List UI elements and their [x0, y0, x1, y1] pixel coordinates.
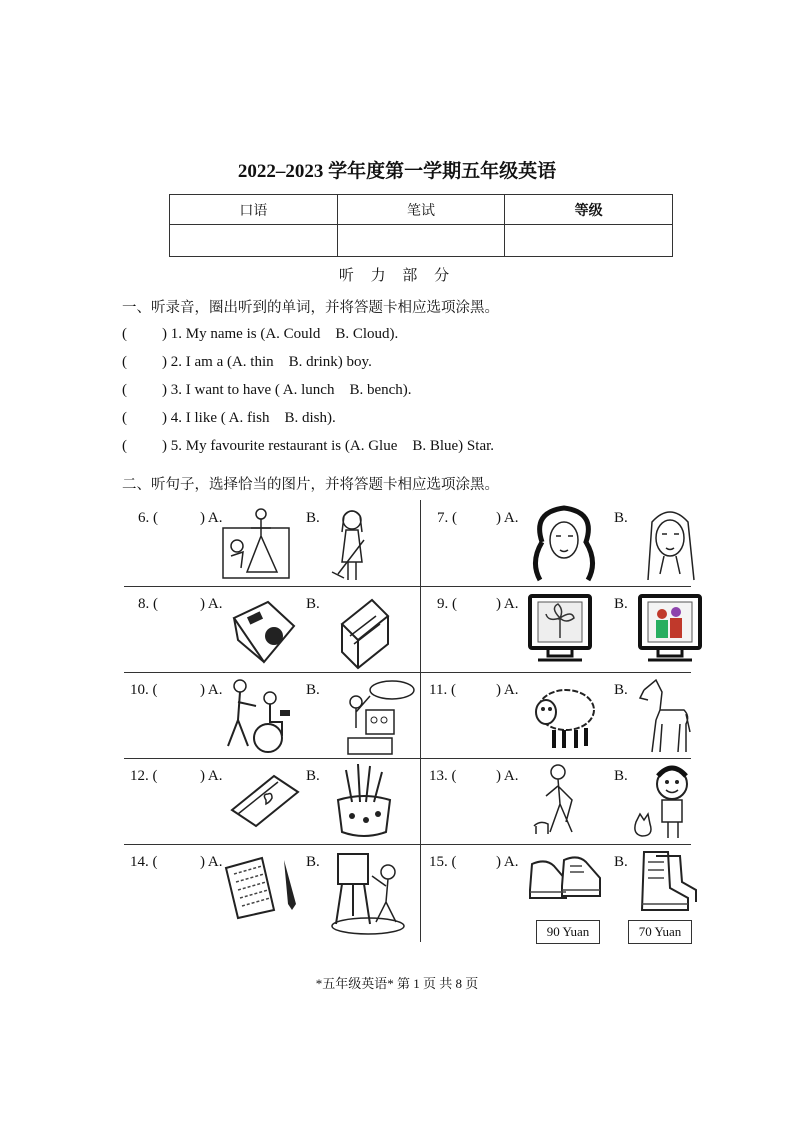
grade-header-oral: 口语 — [170, 195, 338, 225]
wheelchair-helper-picture — [222, 676, 294, 758]
girl-walking-dog-picture — [528, 762, 594, 840]
white-shoes-picture — [526, 850, 604, 908]
horse-picture — [636, 676, 692, 756]
tv-flower-picture — [528, 594, 592, 668]
answer-paren[interactable]: ( — [122, 326, 127, 342]
grade-table — [169, 194, 673, 257]
heart-pencil-case-picture — [228, 770, 302, 832]
grid-divider — [124, 672, 691, 673]
item-14-number: 14. ( — [130, 854, 158, 870]
price-tag-b: 70 Yuan — [628, 920, 692, 944]
grid-center-divider — [420, 500, 421, 942]
item-6-option-a[interactable]: ) A. — [200, 510, 223, 526]
item-10-option-a[interactable]: ) A. — [200, 682, 223, 698]
item-12-option-b[interactable]: B. — [306, 768, 320, 784]
question-text: ) 5. My favourite restaurant is (A. Glue B. Blue) Star. — [162, 438, 495, 454]
boy-with-cat-picture — [630, 762, 700, 842]
item-7-number: 7. ( — [437, 510, 457, 526]
item-15-option-a[interactable]: ) A. — [496, 854, 519, 870]
grid-divider — [124, 586, 691, 587]
item-13-option-a[interactable]: ) A. — [496, 768, 519, 784]
page-footer: *五年级英语* 第 1 页 共 8 页 — [315, 976, 479, 991]
page-title: 2022–2023 学年度第一学期五年级英语 — [237, 161, 557, 182]
grade-value-written[interactable] — [337, 225, 505, 257]
item-15-number: 15. ( — [429, 854, 457, 870]
grid-divider — [124, 844, 691, 845]
item-9-option-b[interactable]: B. — [614, 596, 628, 612]
pencil-sharpener-picture — [228, 596, 298, 668]
item-8-option-b[interactable]: B. — [306, 596, 320, 612]
straight-hair-woman-picture — [638, 502, 704, 584]
item-13-option-b[interactable]: B. — [614, 768, 628, 784]
classroom-teacher-picture — [336, 676, 418, 758]
item-14-option-b[interactable]: B. — [306, 854, 320, 870]
price-tag-a: 90 Yuan — [536, 920, 600, 944]
item-10-number: 10. ( — [130, 682, 158, 698]
grade-header-written: 笔试 — [337, 195, 505, 225]
item-7-option-a[interactable]: ) A. — [496, 510, 519, 526]
item-9-number: 9. ( — [437, 596, 457, 612]
question-text: ) 1. My name is (A. Could B. Cloud). — [162, 326, 399, 342]
item-12-option-a[interactable]: ) A. — [200, 768, 223, 784]
pencil-pot-picture — [332, 762, 396, 838]
writing-paper-pen-picture — [222, 854, 306, 920]
answer-paren[interactable]: ( — [122, 354, 127, 370]
grade-value-level[interactable] — [505, 225, 673, 257]
picture-question-grid — [124, 500, 691, 942]
answer-paren[interactable]: ( — [122, 438, 127, 454]
grade-value-oral[interactable] — [170, 225, 338, 257]
question-text: ) 4. I like ( A. fish B. dish). — [162, 410, 336, 426]
grid-divider — [124, 758, 691, 759]
item-8-number: 8. ( — [138, 596, 158, 612]
curly-hair-woman-picture — [528, 502, 600, 584]
sheep-picture — [528, 676, 598, 752]
question-4 — [122, 410, 336, 427]
part2-heading: 二、听句子，选择恰当的图片，并将答题卡相应选项涂黑。 — [122, 477, 499, 493]
answer-paren[interactable]: ( — [122, 410, 127, 426]
question-5 — [122, 438, 494, 455]
part1-heading: 一、听录音，圈出听到的单词，并将答题卡相应选项涂黑。 — [122, 300, 499, 316]
item-14-option-a[interactable]: ) A. — [200, 854, 223, 870]
item-15-option-b[interactable]: B. — [614, 854, 628, 870]
sweeping-girl-picture — [326, 506, 382, 584]
item-8-option-a[interactable]: ) A. — [200, 596, 223, 612]
hiking-boots-picture — [638, 848, 700, 914]
question-text: ) 2. I am a (A. thin B. drink) boy. — [162, 354, 372, 370]
item-12-number: 12. ( — [130, 768, 158, 784]
question-2 — [122, 354, 372, 371]
item-11-option-b[interactable]: B. — [614, 682, 628, 698]
item-10-option-b[interactable]: B. — [306, 682, 320, 698]
item-7-option-b[interactable]: B. — [614, 510, 628, 526]
item-13-number: 13. ( — [429, 768, 457, 784]
question-1 — [122, 326, 398, 343]
pencil-box-picture — [336, 596, 390, 672]
painting-easel-picture — [328, 846, 410, 936]
answer-paren[interactable]: ( — [122, 382, 127, 398]
tv-people-picture — [638, 594, 702, 668]
grade-header-level: 等级 — [505, 195, 673, 225]
item-6-option-b[interactable]: B. — [306, 510, 320, 526]
item-6-number: 6. ( — [138, 510, 158, 526]
item-9-option-a[interactable]: ) A. — [496, 596, 519, 612]
item-11-number: 11. ( — [429, 682, 456, 698]
dancing-girl-picture — [221, 506, 293, 582]
section-title: 听 力 部 分 — [338, 266, 456, 284]
question-text: ) 3. I want to have ( A. lunch B. bench). — [162, 382, 412, 398]
question-3 — [122, 382, 412, 399]
item-11-option-a[interactable]: ) A. — [496, 682, 519, 698]
